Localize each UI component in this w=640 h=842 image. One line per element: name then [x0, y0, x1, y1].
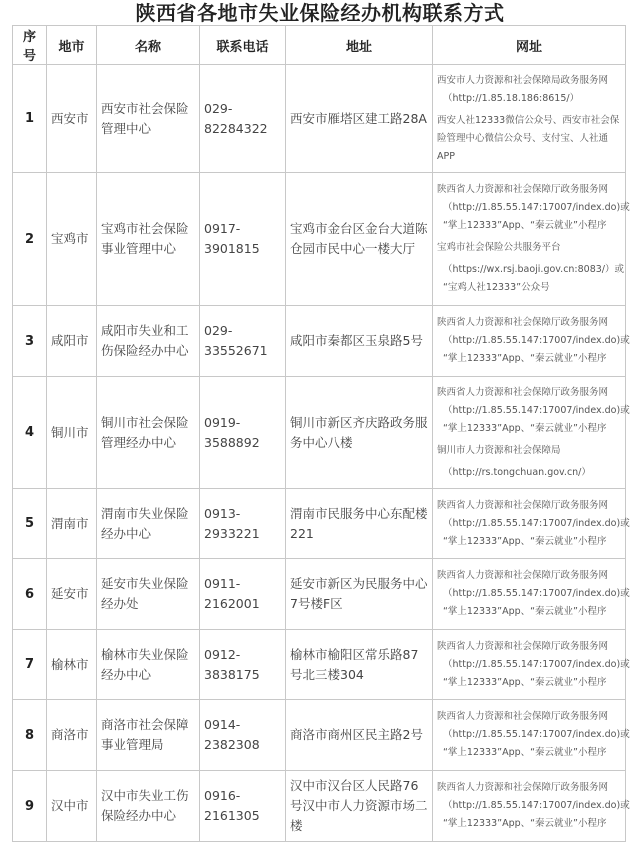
row-address	[286, 559, 433, 630]
table-row	[13, 489, 626, 559]
phone-line: 029-	[204, 323, 233, 338]
website-block	[437, 567, 630, 621]
address-line: 西安市雁塔区建工路28A	[290, 110, 427, 126]
website-block	[437, 442, 621, 460]
row-city: 榆林市	[47, 630, 97, 700]
phone-line: 3901815	[204, 241, 260, 256]
row-phone	[200, 559, 286, 630]
website-text: 陕西省人力资源和社会保障厅政务服务网	[437, 782, 609, 793]
website-text: “掌上12333”App、“秦云就业”小程序	[443, 422, 607, 434]
phone-line: 2161305	[204, 808, 260, 823]
row-phone	[200, 700, 286, 771]
row-address	[286, 700, 433, 771]
website-text: 铜川市人力资源和社会保障局	[437, 444, 561, 456]
table-row	[13, 559, 626, 630]
website-text: 陕西省人力资源和社会保障厅政务服务网	[437, 317, 609, 328]
table-row	[13, 700, 626, 771]
website-text: “掌上12333”App、“秦云就业”小程序	[443, 535, 607, 547]
agency-name-line: 保险经办中心	[101, 808, 177, 823]
website-text: 陕西省人力资源和社会保障厅政务服务网	[437, 570, 609, 581]
row-phone	[200, 377, 286, 489]
row-address	[286, 377, 433, 489]
website-link[interactable]: （http://1.85.55.147:17007/index.do)或	[443, 729, 630, 740]
phone-line: 0916-	[204, 788, 241, 803]
page-title: 陕西省各地市失业保险经办机构联系方式	[135, 1, 505, 25]
header-city: 地市	[47, 26, 97, 65]
row-phone	[200, 489, 286, 559]
row-website	[433, 771, 630, 842]
header-website: 网址	[433, 26, 626, 65]
website-link[interactable]: （http://1.85.55.147:17007/index.do)或	[443, 404, 630, 416]
row-agency-name	[97, 559, 200, 630]
agency-name-line: 伤保险经办中心	[101, 343, 189, 358]
header-index: 序号	[13, 26, 47, 65]
row-city: 咸阳市	[47, 306, 97, 377]
agency-name-line: 榆林市失业保险	[101, 646, 189, 662]
row-city: 商洛市	[47, 700, 97, 771]
table-row	[13, 65, 626, 173]
row-agency-name	[97, 173, 200, 306]
phone-line: 3838175	[204, 666, 260, 682]
row-agency-name	[97, 65, 200, 173]
row-city: 宝鸡市	[47, 173, 97, 306]
row-address	[286, 306, 433, 377]
website-block	[437, 112, 621, 166]
website-text: 宝鸡市社会保险公共服务平台	[437, 242, 561, 253]
row-city: 渭南市	[47, 489, 97, 559]
header-name: 名称	[97, 26, 200, 65]
website-text: 西安市人力资源和社会保障局政务服务网	[437, 74, 609, 86]
website-link[interactable]: （http://1.85.55.147:17007/index.do)或	[443, 658, 630, 670]
address-line: 号北三楼304	[290, 666, 364, 682]
website-link[interactable]: （http://1.85.55.147:17007/index.do)或	[443, 335, 630, 346]
phone-line: 2933221	[204, 525, 260, 541]
agency-name-line: 管理中心	[101, 120, 152, 136]
agency-name-line: 西安市社会保险	[101, 100, 189, 116]
row-city: 西安市	[47, 65, 97, 173]
website-text: 西安人社12333微信公众号、西安市社会保	[437, 114, 620, 126]
website-block	[437, 497, 630, 551]
agency-name-line: 商洛市社会保障	[101, 717, 189, 732]
row-phone	[200, 173, 286, 306]
phone-line: 0914-	[204, 717, 241, 732]
website-link[interactable]: （https://wx.rsj.baoji.gov.cn:8083/）或	[443, 264, 625, 275]
row-agency-name	[97, 630, 200, 700]
agency-name-line: 事业管理局	[101, 737, 164, 752]
row-index: 3	[13, 306, 47, 377]
row-phone	[200, 65, 286, 173]
header-phone: 联系电话	[200, 26, 286, 65]
website-block	[437, 314, 630, 368]
website-text: “掌上12333”App、“秦云就业”小程序	[443, 818, 607, 829]
website-text: 陕西省人力资源和社会保障厅政务服务网	[437, 386, 609, 398]
phone-line: 029-	[204, 100, 233, 116]
phone-line: 0917-	[204, 221, 241, 236]
row-index: 7	[13, 630, 47, 700]
table-row	[13, 630, 626, 700]
row-agency-name	[97, 377, 200, 489]
agency-name-line: 汉中市失业工伤	[101, 788, 189, 803]
agency-name-line: 管理经办中心	[101, 434, 177, 450]
address-line: 铜川市新区齐庆路政务服	[290, 414, 428, 430]
row-website	[433, 700, 630, 771]
website-link[interactable]: （http://1.85.18.186:8615/）	[443, 92, 580, 104]
phone-line: 0919-	[204, 414, 241, 430]
address-line: 务中心八楼	[290, 434, 353, 450]
table-body	[13, 65, 630, 842]
website-link[interactable]: （http://rs.tongchuan.gov.cn/）	[443, 466, 591, 478]
phone-line: 0912-	[204, 646, 241, 662]
website-text: 陕西省人力资源和社会保障厅政务服务网	[437, 711, 609, 722]
table-row	[13, 377, 626, 489]
website-block	[437, 779, 630, 833]
row-address	[286, 65, 433, 173]
website-link[interactable]: （http://1.85.55.147:17007/index.do)或	[443, 517, 630, 529]
address-line: 号汉中市人力资源市场二	[290, 798, 428, 813]
phone-line: 3588892	[204, 434, 260, 450]
row-website	[433, 306, 630, 377]
website-link[interactable]: （http://1.85.55.147:17007/index.do)或	[443, 202, 630, 213]
website-block	[437, 464, 621, 482]
row-address	[286, 173, 433, 306]
header-row	[13, 26, 626, 65]
address-line: 221	[290, 525, 314, 541]
address-line: 商洛市商州区民主路2号	[290, 727, 423, 742]
website-block	[437, 72, 621, 108]
website-block	[437, 384, 630, 438]
contacts-table	[12, 25, 630, 842]
header-address: 地址	[286, 26, 433, 65]
row-index: 8	[13, 700, 47, 771]
row-website	[433, 559, 630, 630]
row-phone	[200, 630, 286, 700]
website-block	[437, 708, 630, 762]
row-phone	[200, 306, 286, 377]
agency-name-line: 经办处	[101, 596, 139, 611]
website-link[interactable]: （http://1.85.55.147:17007/index.do)或	[443, 588, 630, 599]
website-text: 陕西省人力资源和社会保障厅政务服务网	[437, 499, 609, 511]
website-block	[437, 261, 625, 297]
row-agency-name	[97, 306, 200, 377]
row-index: 5	[13, 489, 47, 559]
website-text: “掌上12333”App、“秦云就业”小程序	[443, 220, 607, 231]
agency-name-line: 宝鸡市社会保险	[101, 221, 189, 236]
row-agency-name	[97, 489, 200, 559]
address-line: 仓园市民中心一楼大厅	[290, 241, 416, 256]
address-line: 7号楼F区	[290, 596, 343, 611]
website-text: APP	[437, 150, 455, 162]
website-text: “掌上12333”App、“秦云就业”小程序	[443, 606, 607, 617]
row-agency-name	[97, 700, 200, 771]
row-agency-name	[97, 771, 200, 842]
address-line: 榆林市榆阳区常乐路87	[290, 646, 419, 662]
row-address	[286, 771, 433, 842]
address-line: 宝鸡市金台区金台大道陈	[290, 221, 428, 236]
row-phone	[200, 771, 286, 842]
address-line: 楼	[290, 818, 303, 833]
row-website	[433, 65, 626, 173]
row-index: 9	[13, 771, 47, 842]
row-index: 2	[13, 173, 47, 306]
agency-name-line: 铜川市社会保险	[101, 414, 189, 430]
phone-line: 2382308	[204, 737, 260, 752]
agency-name-line: 经办中心	[101, 525, 152, 541]
website-text: “掌上12333”App、“秦云就业”小程序	[443, 747, 607, 758]
website-link[interactable]: （http://1.85.55.147:17007/index.do)或	[443, 800, 630, 811]
agency-name-line: 咸阳市失业和工	[101, 323, 189, 338]
table-row	[13, 771, 626, 842]
row-address	[286, 630, 433, 700]
website-text: “掌上12333”App、“秦云就业”小程序	[443, 353, 607, 364]
table-row	[13, 173, 626, 306]
row-city: 铜川市	[47, 377, 97, 489]
row-index: 6	[13, 559, 47, 630]
row-city: 汉中市	[47, 771, 97, 842]
website-text: 陕西省人力资源和社会保障厅政务服务网	[437, 184, 609, 195]
website-block	[437, 181, 630, 235]
agency-name-line: 渭南市失业保险	[101, 505, 189, 521]
phone-line: 82284322	[204, 120, 268, 136]
row-website	[433, 377, 630, 489]
row-website	[433, 489, 630, 559]
phone-line: 0911-	[204, 576, 241, 591]
address-line: 延安市新区为民服务中心	[290, 576, 428, 591]
row-website	[433, 173, 630, 306]
website-block	[437, 239, 621, 257]
phone-line: 33552671	[204, 343, 268, 358]
address-line: 汉中市汉台区人民路76	[290, 778, 419, 793]
row-website	[433, 630, 630, 700]
address-line: 渭南市民服务中心东配楼	[290, 505, 428, 521]
phone-line: 0913-	[204, 505, 241, 521]
address-line: 咸阳市秦都区玉泉路5号	[290, 333, 423, 348]
row-city: 延安市	[47, 559, 97, 630]
row-address	[286, 489, 433, 559]
website-block	[437, 638, 630, 692]
agency-name-line: 事业管理中心	[101, 241, 177, 256]
table-row	[13, 306, 626, 377]
website-text: 陕西省人力资源和社会保障厅政务服务网	[437, 640, 609, 652]
website-text: “宝鸡人社12333”公众号	[443, 282, 550, 293]
website-text: 险管理中心微信公众号、支付宝、人社通	[437, 132, 609, 144]
phone-line: 2162001	[204, 596, 260, 611]
agency-name-line: 经办中心	[101, 666, 152, 682]
row-index: 1	[13, 65, 47, 173]
website-text: “掌上12333”App、“秦云就业”小程序	[443, 676, 607, 688]
row-index: 4	[13, 377, 47, 489]
agency-name-line: 延安市失业保险	[101, 576, 189, 591]
